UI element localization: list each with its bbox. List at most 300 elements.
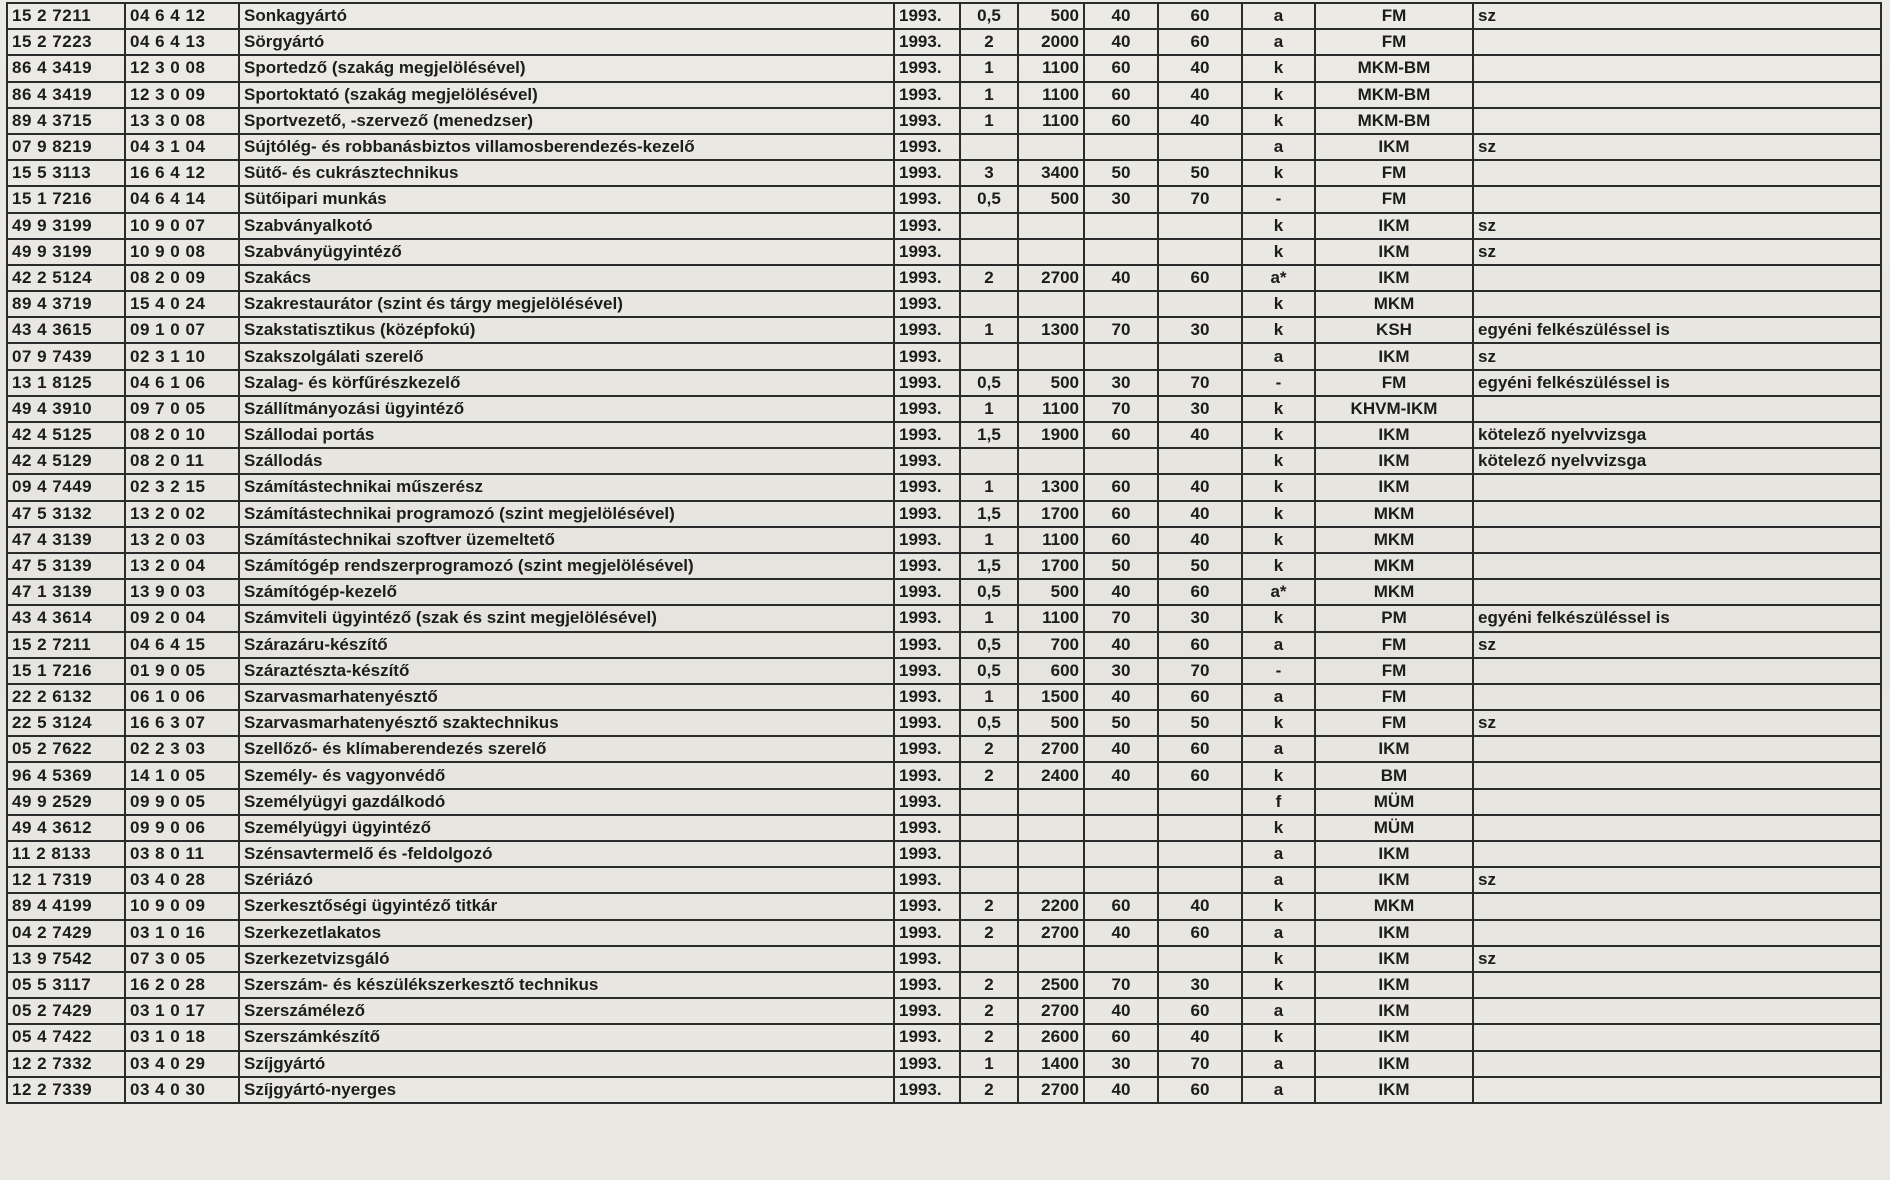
table-row (7, 867, 1881, 893)
hours-cell: 1900 (1018, 422, 1084, 448)
ministry-cell: FM (1315, 632, 1473, 658)
occupation-code-cell: 42 2 5124 (7, 265, 125, 291)
hours-cell: 2500 (1018, 972, 1084, 998)
occupation-name-cell: Számítástechnikai programozó (szint megjelölésével) (239, 501, 894, 527)
table-row (7, 1024, 1881, 1050)
note-cell (1473, 29, 1881, 55)
classification-code-cell: 16 6 3 07 (125, 710, 239, 736)
duration-cell (960, 867, 1018, 893)
note-cell: egyéni felkészüléssel is (1473, 605, 1881, 631)
occupation-code-cell: 43 4 3615 (7, 317, 125, 343)
theory-percent-cell (1084, 841, 1158, 867)
type-cell: a (1242, 998, 1315, 1024)
occupation-code-cell: 49 9 2529 (7, 789, 125, 815)
year-cell: 1993. (894, 1077, 960, 1103)
theory-percent-cell: 40 (1084, 1077, 1158, 1103)
ministry-cell: IKM (1315, 213, 1473, 239)
occupation-code-cell: 13 1 8125 (7, 370, 125, 396)
ministry-cell: IKM (1315, 972, 1473, 998)
table-row (7, 3, 1881, 29)
classification-code-cell: 09 9 0 05 (125, 789, 239, 815)
table-row (7, 55, 1881, 81)
theory-percent-cell (1084, 291, 1158, 317)
occupation-name-cell: Sütő- és cukrásztechnikus (239, 160, 894, 186)
table-row (7, 658, 1881, 684)
hours-cell (1018, 239, 1084, 265)
duration-cell (960, 134, 1018, 160)
occupation-name-cell: Sörgyártó (239, 29, 894, 55)
practice-percent-cell: 30 (1158, 605, 1242, 631)
table-row (7, 239, 1881, 265)
occupation-code-cell: 42 4 5129 (7, 448, 125, 474)
hours-cell: 1500 (1018, 684, 1084, 710)
table-row (7, 553, 1881, 579)
practice-percent-cell: 60 (1158, 998, 1242, 1024)
type-cell: a (1242, 1051, 1315, 1077)
occupation-code-cell: 89 4 3719 (7, 291, 125, 317)
classification-code-cell: 09 2 0 04 (125, 605, 239, 631)
occupation-name-cell: Sonkagyártó (239, 3, 894, 29)
practice-percent-cell: 60 (1158, 29, 1242, 55)
hours-cell: 700 (1018, 632, 1084, 658)
year-cell: 1993. (894, 3, 960, 29)
theory-percent-cell: 40 (1084, 684, 1158, 710)
occupation-name-cell: Szénsavtermelő és -feldolgozó (239, 841, 894, 867)
classification-code-cell: 09 7 0 05 (125, 396, 239, 422)
hours-cell (1018, 789, 1084, 815)
practice-percent-cell: 30 (1158, 396, 1242, 422)
year-cell: 1993. (894, 1024, 960, 1050)
year-cell: 1993. (894, 527, 960, 553)
theory-percent-cell (1084, 134, 1158, 160)
theory-percent-cell: 70 (1084, 972, 1158, 998)
note-cell (1473, 1051, 1881, 1077)
hours-cell (1018, 815, 1084, 841)
year-cell: 1993. (894, 867, 960, 893)
table-row (7, 815, 1881, 841)
practice-percent-cell (1158, 239, 1242, 265)
ministry-cell: FM (1315, 186, 1473, 212)
duration-cell: 0,5 (960, 579, 1018, 605)
note-cell (1473, 762, 1881, 788)
classification-code-cell: 09 9 0 06 (125, 815, 239, 841)
occupation-name-cell: Szíjgyártó (239, 1051, 894, 1077)
occupation-name-cell: Szériázó (239, 867, 894, 893)
hours-cell: 1300 (1018, 317, 1084, 343)
table-row (7, 1051, 1881, 1077)
occupation-name-cell: Szakács (239, 265, 894, 291)
duration-cell: 2 (960, 265, 1018, 291)
occupation-code-cell: 05 2 7622 (7, 736, 125, 762)
duration-cell: 2 (960, 972, 1018, 998)
practice-percent-cell (1158, 448, 1242, 474)
hours-cell: 1100 (1018, 55, 1084, 81)
hours-cell: 500 (1018, 710, 1084, 736)
duration-cell: 0,5 (960, 658, 1018, 684)
duration-cell: 1 (960, 474, 1018, 500)
classification-code-cell: 15 4 0 24 (125, 291, 239, 317)
type-cell: k (1242, 762, 1315, 788)
duration-cell: 2 (960, 893, 1018, 919)
theory-percent-cell: 40 (1084, 3, 1158, 29)
duration-cell: 2 (960, 920, 1018, 946)
classification-code-cell: 10 9 0 08 (125, 239, 239, 265)
type-cell: k (1242, 448, 1315, 474)
duration-cell: 0,5 (960, 3, 1018, 29)
note-cell: sz (1473, 946, 1881, 972)
occupation-name-cell: Személy- és vagyonvédő (239, 762, 894, 788)
occupation-name-cell: Számítógép rendszerprogramozó (szint megjelölésével) (239, 553, 894, 579)
note-cell (1473, 736, 1881, 762)
theory-percent-cell: 70 (1084, 605, 1158, 631)
classification-code-cell: 09 1 0 07 (125, 317, 239, 343)
occupation-name-cell: Szakstatisztikus (középfokú) (239, 317, 894, 343)
classification-code-cell: 13 3 0 08 (125, 108, 239, 134)
ministry-cell: IKM (1315, 422, 1473, 448)
hours-cell (1018, 291, 1084, 317)
note-cell (1473, 789, 1881, 815)
table-row (7, 946, 1881, 972)
occupation-name-cell: Sütőipari munkás (239, 186, 894, 212)
ministry-cell: IKM (1315, 1051, 1473, 1077)
occupation-code-cell: 42 4 5125 (7, 422, 125, 448)
note-cell: kötelező nyelvvizsga (1473, 448, 1881, 474)
duration-cell: 1 (960, 684, 1018, 710)
type-cell: k (1242, 501, 1315, 527)
hours-cell: 2700 (1018, 920, 1084, 946)
occupation-name-cell: Szalag- és körfűrészkezelő (239, 370, 894, 396)
year-cell: 1993. (894, 710, 960, 736)
duration-cell (960, 815, 1018, 841)
table-row (7, 448, 1881, 474)
table-row (7, 1077, 1881, 1103)
table-row (7, 291, 1881, 317)
note-cell (1473, 684, 1881, 710)
year-cell: 1993. (894, 396, 960, 422)
occupation-name-cell: Szállodai portás (239, 422, 894, 448)
table-row (7, 789, 1881, 815)
duration-cell: 1 (960, 317, 1018, 343)
classification-code-cell: 03 8 0 11 (125, 841, 239, 867)
practice-percent-cell: 70 (1158, 186, 1242, 212)
duration-cell: 1,5 (960, 422, 1018, 448)
type-cell: k (1242, 213, 1315, 239)
practice-percent-cell: 70 (1158, 658, 1242, 684)
hours-cell (1018, 867, 1084, 893)
ministry-cell: MKM (1315, 893, 1473, 919)
table-row (7, 841, 1881, 867)
note-cell: sz (1473, 3, 1881, 29)
occupation-code-cell: 47 5 3139 (7, 553, 125, 579)
practice-percent-cell: 40 (1158, 55, 1242, 81)
occupation-name-cell: Szerkesztőségi ügyintéző titkár (239, 893, 894, 919)
year-cell: 1993. (894, 998, 960, 1024)
duration-cell: 0,5 (960, 186, 1018, 212)
occupation-name-cell: Szakrestaurátor (szint és tárgy megjelölésével) (239, 291, 894, 317)
note-cell: sz (1473, 867, 1881, 893)
hours-cell: 3400 (1018, 160, 1084, 186)
practice-percent-cell: 60 (1158, 579, 1242, 605)
type-cell: k (1242, 82, 1315, 108)
theory-percent-cell: 50 (1084, 710, 1158, 736)
occupation-name-cell: Személyügyi ügyintéző (239, 815, 894, 841)
ministry-cell: IKM (1315, 736, 1473, 762)
table-row (7, 265, 1881, 291)
table-row (7, 893, 1881, 919)
hours-cell: 1100 (1018, 396, 1084, 422)
ministry-cell: FM (1315, 29, 1473, 55)
occupation-code-cell: 15 1 7216 (7, 186, 125, 212)
occupation-code-cell: 86 4 3419 (7, 55, 125, 81)
type-cell: a (1242, 29, 1315, 55)
classification-code-cell: 16 2 0 28 (125, 972, 239, 998)
year-cell: 1993. (894, 736, 960, 762)
practice-percent-cell: 30 (1158, 317, 1242, 343)
theory-percent-cell: 60 (1084, 422, 1158, 448)
type-cell: a (1242, 3, 1315, 29)
theory-percent-cell: 60 (1084, 527, 1158, 553)
year-cell: 1993. (894, 841, 960, 867)
occupation-name-cell: Számítástechnikai műszerész (239, 474, 894, 500)
type-cell: k (1242, 396, 1315, 422)
occupation-code-cell: 43 4 3614 (7, 605, 125, 631)
practice-percent-cell (1158, 343, 1242, 369)
hours-cell: 500 (1018, 579, 1084, 605)
practice-percent-cell: 40 (1158, 501, 1242, 527)
ministry-cell: IKM (1315, 134, 1473, 160)
classification-code-cell: 02 3 2 15 (125, 474, 239, 500)
type-cell: k (1242, 422, 1315, 448)
occupation-code-cell: 22 2 6132 (7, 684, 125, 710)
theory-percent-cell: 70 (1084, 317, 1158, 343)
year-cell: 1993. (894, 553, 960, 579)
classification-code-cell: 04 6 4 14 (125, 186, 239, 212)
practice-percent-cell: 50 (1158, 553, 1242, 579)
ministry-cell: IKM (1315, 474, 1473, 500)
classification-code-cell: 04 6 4 13 (125, 29, 239, 55)
occupation-name-cell: Szállodás (239, 448, 894, 474)
practice-percent-cell: 60 (1158, 265, 1242, 291)
year-cell: 1993. (894, 186, 960, 212)
occupation-code-cell: 86 4 3419 (7, 82, 125, 108)
theory-percent-cell: 60 (1084, 108, 1158, 134)
occupation-name-cell: Szerkezetlakatos (239, 920, 894, 946)
hours-cell (1018, 134, 1084, 160)
year-cell: 1993. (894, 815, 960, 841)
note-cell (1473, 82, 1881, 108)
year-cell: 1993. (894, 684, 960, 710)
hours-cell: 600 (1018, 658, 1084, 684)
ministry-cell: FM (1315, 3, 1473, 29)
practice-percent-cell: 40 (1158, 108, 1242, 134)
note-cell (1473, 972, 1881, 998)
ministry-cell: MKM (1315, 501, 1473, 527)
duration-cell (960, 343, 1018, 369)
year-cell: 1993. (894, 291, 960, 317)
duration-cell: 2 (960, 762, 1018, 788)
hours-cell: 2700 (1018, 1077, 1084, 1103)
practice-percent-cell (1158, 867, 1242, 893)
ministry-cell: FM (1315, 658, 1473, 684)
type-cell: a (1242, 736, 1315, 762)
duration-cell: 1 (960, 82, 1018, 108)
theory-percent-cell: 60 (1084, 474, 1158, 500)
classification-code-cell: 04 6 4 12 (125, 3, 239, 29)
theory-percent-cell (1084, 213, 1158, 239)
duration-cell: 2 (960, 1077, 1018, 1103)
year-cell: 1993. (894, 474, 960, 500)
note-cell: sz (1473, 134, 1881, 160)
year-cell: 1993. (894, 658, 960, 684)
note-cell (1473, 1024, 1881, 1050)
ministry-cell: MKM (1315, 527, 1473, 553)
theory-percent-cell (1084, 789, 1158, 815)
note-cell (1473, 186, 1881, 212)
classification-code-cell: 12 3 0 09 (125, 82, 239, 108)
ministry-cell: IKM (1315, 448, 1473, 474)
note-cell (1473, 841, 1881, 867)
classification-code-cell: 03 1 0 18 (125, 1024, 239, 1050)
duration-cell: 2 (960, 1024, 1018, 1050)
note-cell (1473, 893, 1881, 919)
classification-code-cell: 03 1 0 16 (125, 920, 239, 946)
classification-code-cell: 03 4 0 30 (125, 1077, 239, 1103)
ministry-cell: MKM (1315, 291, 1473, 317)
practice-percent-cell: 70 (1158, 370, 1242, 396)
theory-percent-cell: 30 (1084, 370, 1158, 396)
ministry-cell: MKM (1315, 553, 1473, 579)
year-cell: 1993. (894, 239, 960, 265)
duration-cell: 1 (960, 55, 1018, 81)
duration-cell: 1 (960, 396, 1018, 422)
ministry-cell: IKM (1315, 946, 1473, 972)
occupation-registry-table (6, 2, 1882, 1104)
year-cell: 1993. (894, 108, 960, 134)
type-cell: - (1242, 370, 1315, 396)
occupation-code-cell: 47 4 3139 (7, 527, 125, 553)
duration-cell (960, 448, 1018, 474)
table-row (7, 501, 1881, 527)
occupation-code-cell: 15 2 7211 (7, 3, 125, 29)
table-row (7, 920, 1881, 946)
classification-code-cell: 13 2 0 02 (125, 501, 239, 527)
occupation-code-cell: 07 9 8219 (7, 134, 125, 160)
duration-cell: 3 (960, 160, 1018, 186)
hours-cell: 2700 (1018, 998, 1084, 1024)
occupation-name-cell: Számítógép-kezelő (239, 579, 894, 605)
duration-cell: 0,5 (960, 370, 1018, 396)
table-row (7, 370, 1881, 396)
type-cell: - (1242, 658, 1315, 684)
duration-cell: 1 (960, 1051, 1018, 1077)
hours-cell: 2000 (1018, 29, 1084, 55)
table-row (7, 82, 1881, 108)
classification-code-cell: 12 3 0 08 (125, 55, 239, 81)
practice-percent-cell (1158, 213, 1242, 239)
hours-cell: 2600 (1018, 1024, 1084, 1050)
practice-percent-cell: 60 (1158, 920, 1242, 946)
occupation-name-cell: Számviteli ügyintéző (szak és szint megjelölésével) (239, 605, 894, 631)
theory-percent-cell: 60 (1084, 82, 1158, 108)
table-row (7, 134, 1881, 160)
year-cell: 1993. (894, 29, 960, 55)
note-cell (1473, 815, 1881, 841)
note-cell (1473, 658, 1881, 684)
occupation-name-cell: Szállítmányozási ügyintéző (239, 396, 894, 422)
duration-cell: 1 (960, 527, 1018, 553)
duration-cell (960, 841, 1018, 867)
table-row (7, 474, 1881, 500)
practice-percent-cell: 40 (1158, 82, 1242, 108)
type-cell: k (1242, 605, 1315, 631)
ministry-cell: FM (1315, 370, 1473, 396)
year-cell: 1993. (894, 160, 960, 186)
ministry-cell: MÜM (1315, 789, 1473, 815)
type-cell: k (1242, 893, 1315, 919)
theory-percent-cell (1084, 239, 1158, 265)
table-row (7, 186, 1881, 212)
table-row (7, 605, 1881, 631)
hours-cell: 1100 (1018, 527, 1084, 553)
occupation-code-cell: 09 4 7449 (7, 474, 125, 500)
classification-code-cell: 13 2 0 03 (125, 527, 239, 553)
practice-percent-cell: 60 (1158, 632, 1242, 658)
theory-percent-cell: 40 (1084, 265, 1158, 291)
hours-cell: 500 (1018, 370, 1084, 396)
theory-percent-cell: 50 (1084, 553, 1158, 579)
hours-cell: 1700 (1018, 553, 1084, 579)
hours-cell: 1700 (1018, 501, 1084, 527)
occupation-code-cell: 15 5 3113 (7, 160, 125, 186)
occupation-code-cell: 13 9 7542 (7, 946, 125, 972)
table-row (7, 29, 1881, 55)
table-row (7, 527, 1881, 553)
year-cell: 1993. (894, 920, 960, 946)
occupation-code-cell: 49 4 3612 (7, 815, 125, 841)
occupation-code-cell: 07 9 7439 (7, 343, 125, 369)
occupation-code-cell: 12 2 7339 (7, 1077, 125, 1103)
note-cell: egyéni felkészüléssel is (1473, 317, 1881, 343)
classification-code-cell: 13 9 0 03 (125, 579, 239, 605)
hours-cell: 1100 (1018, 605, 1084, 631)
occupation-code-cell: 05 4 7422 (7, 1024, 125, 1050)
classification-code-cell: 16 6 4 12 (125, 160, 239, 186)
note-cell (1473, 474, 1881, 500)
table-row (7, 396, 1881, 422)
hours-cell (1018, 448, 1084, 474)
practice-percent-cell: 50 (1158, 160, 1242, 186)
year-cell: 1993. (894, 605, 960, 631)
year-cell: 1993. (894, 82, 960, 108)
ministry-cell: MKM (1315, 579, 1473, 605)
hours-cell: 1400 (1018, 1051, 1084, 1077)
note-cell (1473, 501, 1881, 527)
duration-cell (960, 213, 1018, 239)
hours-cell: 2200 (1018, 893, 1084, 919)
occupation-name-cell: Szerszám- és készülékszerkesztő technikus (239, 972, 894, 998)
theory-percent-cell: 40 (1084, 762, 1158, 788)
ministry-cell: IKM (1315, 239, 1473, 265)
practice-percent-cell: 50 (1158, 710, 1242, 736)
note-cell (1473, 1077, 1881, 1103)
practice-percent-cell (1158, 815, 1242, 841)
type-cell: k (1242, 553, 1315, 579)
ministry-cell: KHVM-IKM (1315, 396, 1473, 422)
occupation-code-cell: 11 2 8133 (7, 841, 125, 867)
theory-percent-cell: 60 (1084, 893, 1158, 919)
year-cell: 1993. (894, 343, 960, 369)
ministry-cell: IKM (1315, 998, 1473, 1024)
